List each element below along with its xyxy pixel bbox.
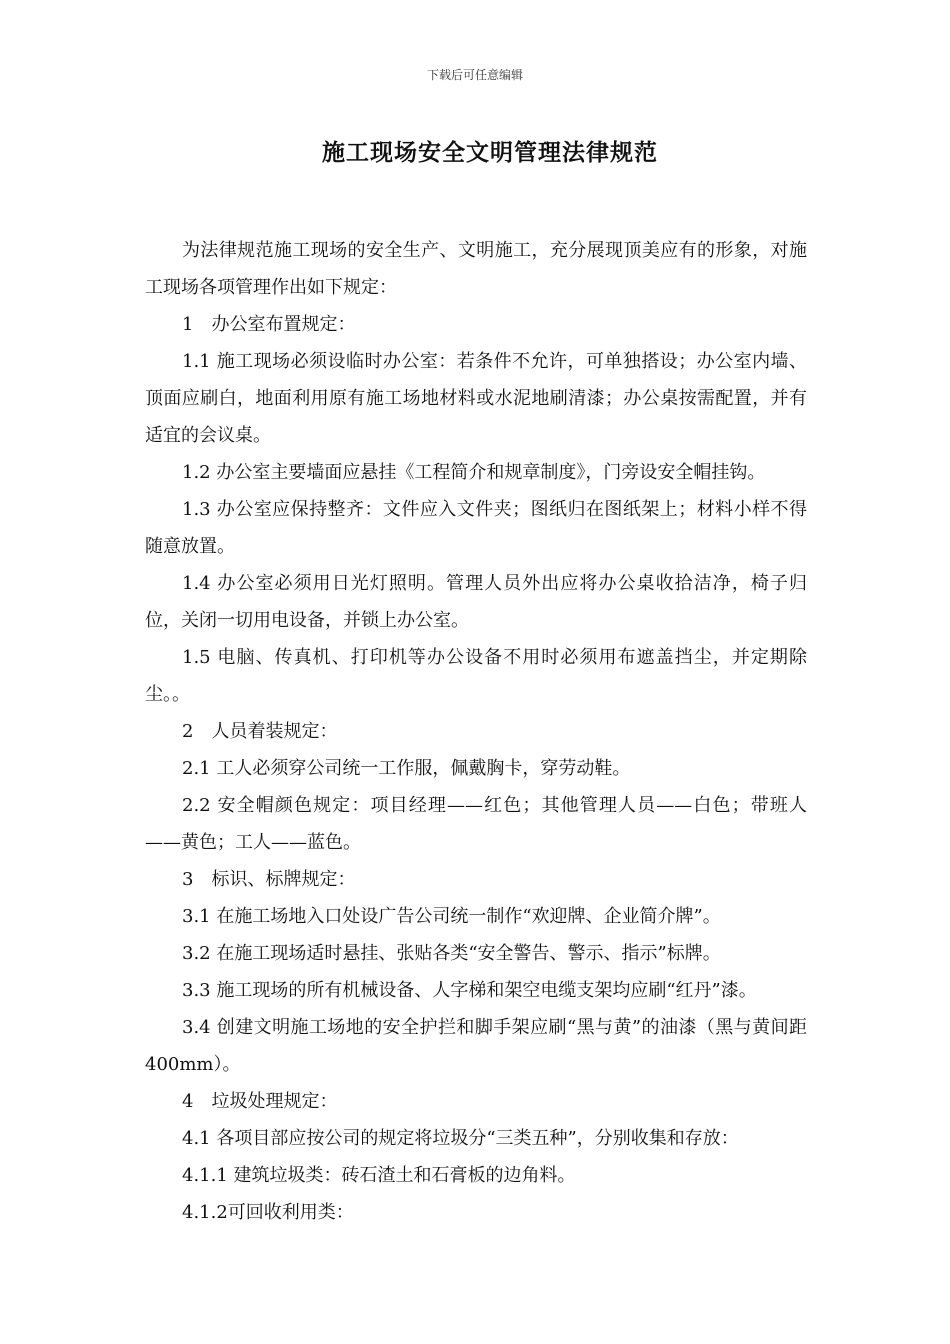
section-heading-2: 2 人员着装规定： bbox=[182, 721, 338, 742]
clause-1-5: 1.5 电脑、传真机、打印机等办公设备不用时必须用布遮盖挡尘，并定期除尘。。 bbox=[145, 647, 807, 705]
clause-3-4: 3.4 创建文明施工场地的安全护拦和脚手架应刷“黑与黄”的油漆（黑与黄间距400mm）。 bbox=[145, 1017, 807, 1075]
clause-1-1: 1.1 施工现场必须设临时办公室：若条件不允许，可单独搭设；办公室内墙、顶面应刷白，地面利用原有施工场地材料或水泥地刷清漆；办公桌按需配置，并有适宜的会议桌。 bbox=[145, 351, 807, 446]
clause-3-2: 3.2 在施工现场适时悬挂、张贴各类“安全警告、警示、指示”标牌。 bbox=[182, 943, 721, 964]
clause-3-3: 3.3 施工现场的所有机械设备、人字梯和架空电缆支架均应刷“红丹”漆。 bbox=[182, 980, 757, 1001]
document-body bbox=[145, 232, 807, 1231]
header-note: 下载后可任意编辑 bbox=[426, 68, 523, 82]
clause-3-1: 3.1 在施工场地入口处设广告公司统一制作“欢迎牌、企业简介牌”。 bbox=[182, 906, 721, 927]
section-heading-1: 1 办公室布置规定： bbox=[182, 314, 356, 335]
clause-4-1: 4.1 各项目部应按公司的规定将垃圾分“三类五种”，分别收集和存放： bbox=[182, 1128, 739, 1149]
section-heading-4: 4 垃圾处理规定： bbox=[182, 1091, 338, 1112]
clause-4-1-2: 4.1.2可回收利用类： bbox=[182, 1202, 354, 1223]
clause-1-2: 1.2 办公室主要墙面应悬挂《工程简介和规章制度》，门旁设安全帽挂钩。 bbox=[182, 462, 766, 483]
clause-2-2: 2.2 安全帽颜色规定：项目经理——红色；其他管理人员——白色；带班人——黄色；工人——蓝色。 bbox=[145, 795, 807, 853]
clause-2-1: 2.1 工人必须穿公司统一工作服，佩戴胸卡，穿劳动鞋。 bbox=[182, 758, 631, 779]
intro-paragraph: 为法律规范施工现场的安全生产、文明施工，充分展现顶美应有的形象，对施工现场各项管理作出如下规定： bbox=[145, 240, 807, 298]
clause-4-1-1: 4.1.1 建筑垃圾类：砖石渣土和石膏板的边角料。 bbox=[182, 1165, 576, 1186]
section-heading-3: 3 标识、标牌规定： bbox=[182, 869, 356, 890]
clause-1-3: 1.3 办公室应保持整齐：文件应入文件夹；图纸归在图纸架上；材料小样不得随意放置。 bbox=[145, 499, 807, 557]
document-title: 施工现场安全文明管理法律规范 bbox=[322, 139, 658, 166]
clause-1-4: 1.4 办公室必须用日光灯照明。管理人员外出应将办公桌收拾洁净，椅子归位，关闭一切用电设备，并锁上办公室。 bbox=[145, 573, 807, 631]
